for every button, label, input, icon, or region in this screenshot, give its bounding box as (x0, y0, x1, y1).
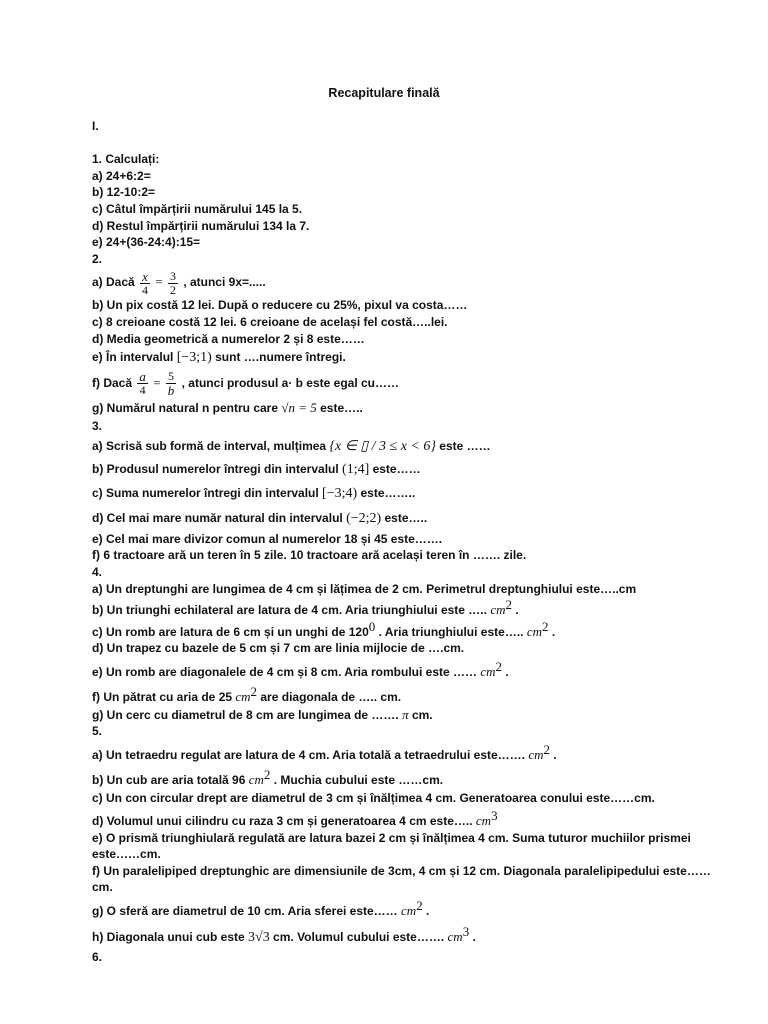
exponent: 3 (491, 807, 498, 823)
q3-d-suffix: este….. (381, 510, 428, 525)
document-body (92, 118, 712, 966)
exponent: 2 (416, 898, 423, 914)
q6-header: 6. (92, 950, 103, 965)
q3-c (92, 481, 712, 506)
q2-c: c) 8 creioane costă 12 lei. 6 creioane de același fel costă…..lei. (92, 314, 448, 329)
q4-f-suffix: are diagonala de ….. cm. (257, 689, 402, 704)
q4-g-prefix: g) Un cerc cu diametrul de 8 cm are lungimea de ……. (92, 707, 403, 722)
q1-header: 1. Calculați: (92, 152, 160, 167)
exponent: 3 (462, 924, 470, 940)
q3-e: e) Cel mai mare divizor comun al numerelor 18 și 45 este……. (92, 531, 443, 546)
q2-g (92, 398, 712, 418)
q5-c: c) Un con circular drept are diametrul de 3 cm și înălțimea 4 cm. Generatoarea conului este……cm. (92, 791, 655, 806)
q4-c-middle: . Aria triunghiului este….. (375, 624, 527, 639)
q4-g-suffix: cm. (408, 707, 433, 722)
q5-f: f) Un paralelipiped dreptunghic are dimensiunile de 3cm, 4 cm și 12 cm. Diagonala paralelipipedului este……cm. (92, 863, 711, 895)
fraction (166, 370, 177, 397)
q2-a (92, 267, 712, 297)
q2-f (92, 368, 712, 398)
q5-header: 5. (92, 724, 103, 739)
q3-b-prefix: b) Produsul numerelor întregi din intervalul (92, 461, 343, 476)
numerator: a (139, 369, 146, 385)
q5-g (92, 896, 712, 921)
q1-a: a) 24+6:2= (92, 168, 151, 183)
exponent: 2 (542, 618, 549, 634)
denominator: 4 (142, 282, 149, 297)
q5-b (92, 765, 712, 790)
unit-cm: cm (447, 929, 463, 945)
interval-math: [−3;4) (322, 485, 358, 501)
q2-d: d) Media geometrică a numerelor 2 și 8 este…… (92, 331, 365, 346)
q1-b: b) 12-10:2= (92, 185, 156, 200)
q4-c-suffix: . (548, 624, 556, 639)
q5-b-prefix: b) Un cub are aria totală 96 (92, 773, 249, 788)
q4-a: a) Un dreptunghi are lungimea de 4 cm și lățimea de 2 cm. Perimetrul dreptunghiului este…..cm (92, 581, 637, 596)
q5-b-suffix: . Muchia cubului este ……cm. (270, 773, 444, 788)
q4-c (92, 619, 712, 641)
unit-cm: cm (401, 903, 417, 919)
q2-b: b) Un pix costă 12 lei. După o reducere cu 25%, pixul va costa…… (92, 298, 468, 313)
degree-exponent: 0 (368, 618, 376, 634)
q3-f: f) 6 tractoare ară un teren în 5 zile. 10 tractoare ară același teren în ……. zile. (92, 548, 527, 563)
sqrt-math: 3√3 (248, 930, 270, 946)
section-heading: I. (92, 119, 99, 133)
q2-e (92, 347, 712, 368)
q4-b-prefix: b) Un triunghi echilateral are latura de 4 cm. Aria triunghiului este ….. (92, 603, 491, 618)
q4-d: d) Un trapez cu bazele de 5 cm și 7 cm are linia mijlocie de ….cm. (92, 641, 465, 656)
unit-cm: cm (235, 688, 251, 704)
q3-a-prefix: a) Scrisă sub formă de interval, mulțimea (92, 438, 330, 453)
exponent: 2 (543, 742, 551, 758)
interval-math: [−3;1) (176, 350, 212, 366)
q5-h-prefix: h) Diagonala unui cub este (92, 930, 249, 945)
q5-h (92, 921, 712, 949)
q2-g-prefix: g) Numărul natural n pentru care (92, 401, 282, 416)
q3-b-suffix: este…… (369, 461, 421, 476)
equals-sign: = (155, 274, 166, 290)
unit-cm: cm (248, 772, 264, 788)
exponent: 2 (250, 683, 258, 699)
q5-g-prefix: g) O sferă are diametrul de 10 cm. Aria sferei este…… (92, 904, 402, 919)
q4-header: 4. (92, 564, 103, 579)
q2-a-suffix: , atunci 9x=..... (183, 275, 266, 290)
q4-g (92, 707, 712, 724)
denominator: b (167, 383, 175, 399)
unit-cm: cm (490, 602, 506, 618)
numerator: 5 (166, 370, 177, 384)
numerator: 3 (169, 268, 176, 283)
fraction (140, 270, 150, 297)
q4-e-suffix: . (502, 664, 509, 679)
exponent: 2 (505, 597, 512, 613)
q5-d-prefix: d) Volumul unui cilindru cu raza 3 cm și generatoarea 4 cm este….. (92, 813, 476, 828)
interval-math: (1;4] (342, 461, 370, 477)
exponent: 2 (263, 767, 271, 783)
q4-e (92, 657, 712, 682)
q2-e-suffix: sunt ….numere întregi. (211, 350, 346, 365)
q3-c-prefix: c) Suma numerelor întregi din intervalul (92, 485, 323, 500)
q3-a-suffix: este …… (435, 438, 491, 453)
q5-h-middle: cm. Volumul cubului este……. (269, 930, 448, 945)
q2-g-suffix: este….. (316, 401, 363, 416)
q2-e-prefix: e) În intervalul (92, 350, 177, 365)
set-math: {x ∈ ▯ / 3 ≤ x < 6} (329, 438, 436, 454)
q3-d (92, 506, 712, 531)
fraction (137, 370, 148, 397)
q2-f-prefix: f) Dacă (92, 376, 136, 391)
q2-header: 2. (92, 251, 103, 266)
q5-g-suffix: . (422, 904, 430, 919)
q5-e: e) O prismă triunghiulară regulată are latura bazei 2 cm și înălțimea 4 cm. Suma tuturor muchiilor prismei este……cm. (92, 830, 691, 862)
q4-c-prefix: c) Un romb are latura de 6 cm și un unghi de 120 (92, 624, 369, 639)
q5-a-suffix: . (550, 748, 557, 763)
page-title: Recapitulare finală (328, 86, 440, 100)
numerator: x (140, 270, 150, 284)
q4-b-suffix: . (511, 603, 519, 618)
q1-c: c) Câtul împărțirii numărului 145 la 5. (92, 201, 303, 216)
q3-c-suffix: este…….. (357, 485, 416, 500)
q1-e: e) 24+(36-24:4):15= (92, 235, 201, 250)
q2-a-prefix: a) Dacă (92, 275, 139, 290)
q5-a (92, 740, 712, 765)
fraction (168, 270, 178, 297)
sqrt-math: √n = 5 (281, 400, 317, 416)
q5-a-prefix: a) Un tetraedru regulat are latura de 4 cm. Aria totală a tetraedrului este……. (92, 748, 529, 763)
equals-sign: = (153, 375, 164, 391)
q5-h-suffix: . (469, 930, 476, 945)
q3-header: 3. (92, 419, 103, 434)
q3-b (92, 458, 712, 481)
q4-b (92, 597, 712, 619)
pi-symbol: π (402, 706, 409, 722)
interval-math: (−2;2) (346, 510, 382, 526)
unit-cm: cm (528, 747, 544, 763)
q4-f (92, 682, 712, 707)
q1-d: d) Restul împărțirii numărului 134 la 7. (92, 218, 310, 233)
q5-d (92, 807, 712, 830)
q4-f-prefix: f) Un pătrat cu aria de 25 (92, 689, 236, 704)
unit-cm: cm (526, 623, 542, 639)
unit-cm: cm (480, 663, 496, 679)
q3-d-prefix: d) Cel mai mare număr natural din intervalul (92, 510, 347, 525)
denominator: 2 (169, 282, 176, 297)
denominator: 4 (139, 383, 146, 398)
q2-f-suffix: , atunci produsul a· b este egal cu…… (181, 376, 400, 391)
q4-e-prefix: e) Un romb are diagonalele de 4 cm și 8 cm. Aria rombului este …… (92, 664, 481, 679)
spacer (92, 135, 712, 152)
q3-a (92, 435, 712, 458)
unit-cm: cm (475, 812, 492, 828)
exponent: 2 (495, 658, 503, 674)
